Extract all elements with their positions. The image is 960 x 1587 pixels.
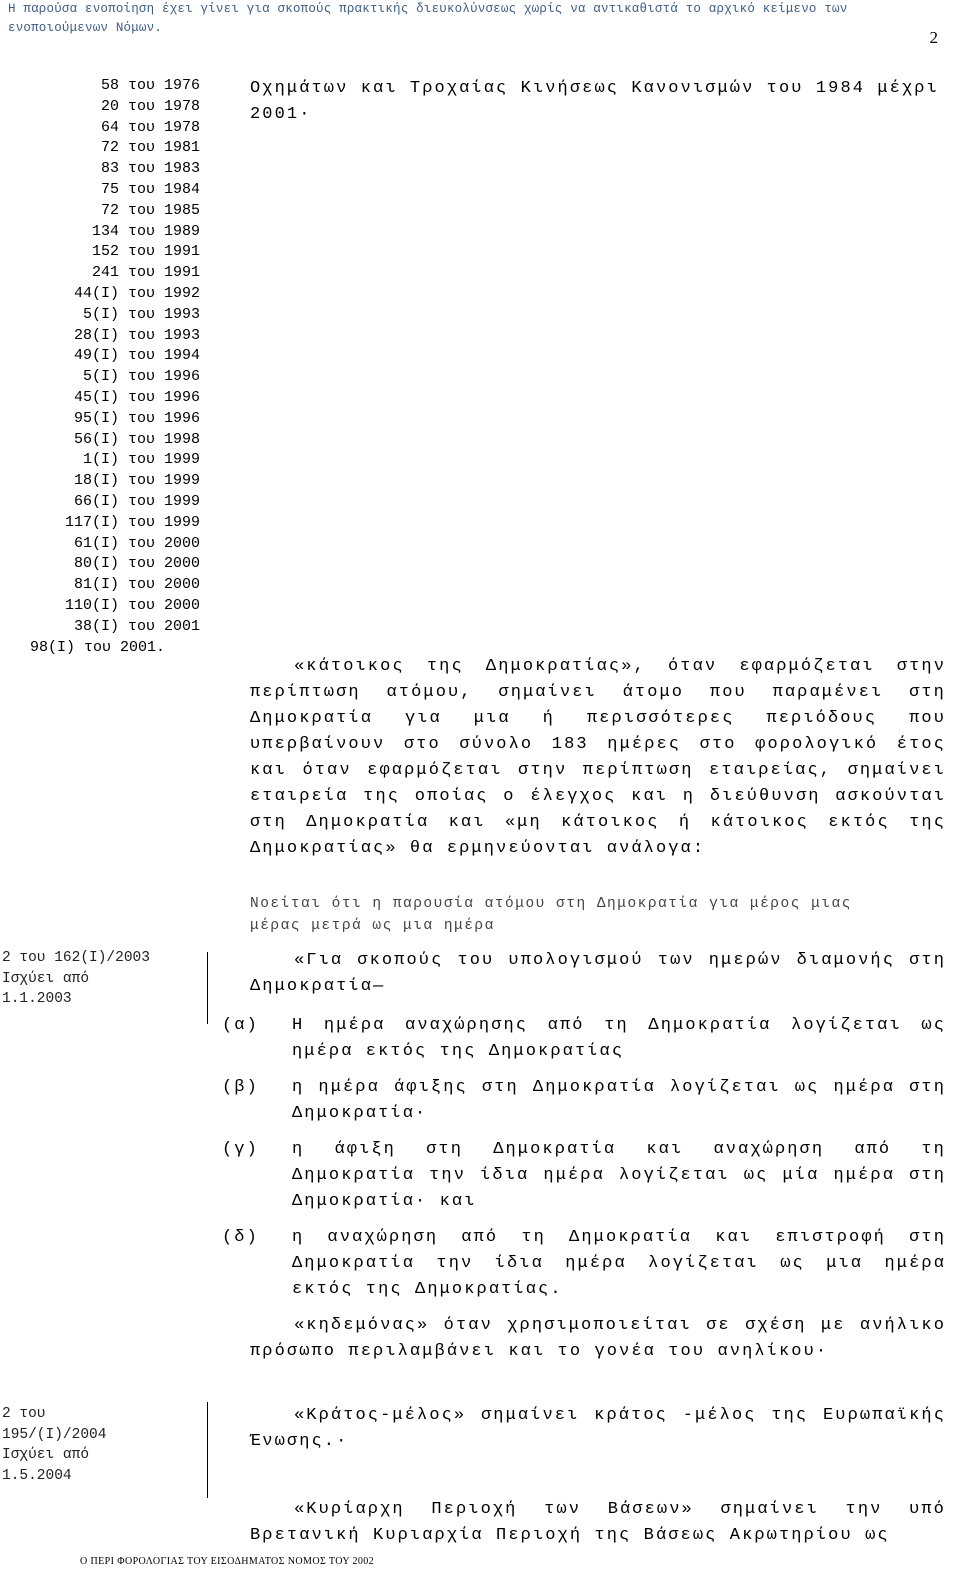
definition-member-state: «Κράτος-μέλος» σημαίνει κράτος -μέλος της Ευρωπαϊκής Ένωσης.· — [250, 1406, 946, 1451]
item-text: η άφιξη στη Δημοκρατία και αναχώρηση από τη Δημοκρατία την ίδια ημέρα λογίζεται ως μία ημέρα στη Δημοκρατία· και — [292, 1140, 946, 1211]
consolidation-banner: Η παρούσα ενοποίηση έχει γίνει για σκοπούς πρακτικής διευκολύνσεως χωρίς να αντικαθιστά το αρχικό κείμενο των ενοποιούμενων Νόμων. — [8, 2, 848, 35]
list-item — [222, 1225, 946, 1303]
citation-line: 83 του 1983 — [100, 160, 200, 178]
item-label: (γ) — [222, 1140, 259, 1159]
citation-line: 28(Ι) του 1993 — [73, 326, 200, 344]
citation-line: 64 του 1978 — [100, 118, 200, 136]
citation-line: 95(Ι) του 1996 — [73, 409, 200, 427]
citation-line: 98(Ι) του 2001. — [30, 638, 166, 656]
sidenote-line: Ισχύει από — [2, 1447, 90, 1463]
proviso-note: Νοείται ότι η παρουσία ατόμου στη Δημοκρατία για μέρος μιας μέρας μετρά ως μια ημέρα — [250, 896, 852, 934]
citation-line: 81(Ι) του 2000 — [73, 576, 200, 594]
citation-line: 75 του 1984 — [100, 180, 200, 198]
definition-resident: «κάτοικος της Δημοκρατίας», όταν εφαρμόζεται στην περίπτωση ατόμου, σημαίνει άτομο που παραμένει στη Δημοκρατία για μια ή περισσότερες περιόδους που υπερβαίνουν στο σύνολο 183 ημέρες στο φορολογικό έτος και όταν εφαρμόζεται στην περίπτωση εταιρείας, σημαίνει εταιρεία της οποίας ο έλεγχος και η διεύθυνση ασκούνται στη Δημοκρατία και «μη κάτοικος ή κάτοικος εκτός της Δημοκρατίας» θα ερμηνεύονται ανάλογα: — [250, 657, 946, 858]
citation-line: 20 του 1978 — [100, 97, 200, 115]
citation-line: 134 του 1989 — [91, 222, 200, 240]
citation-line: 66(Ι) του 1999 — [73, 492, 200, 510]
sidenote-line: 195/(Ι)/2004 — [2, 1426, 107, 1443]
item-text: η ημέρα άφιξης στη Δημοκρατία λογίζεται ως ημέρα στη Δημοκρατία· — [292, 1078, 946, 1123]
citation-line: 1(Ι) του 1999 — [82, 451, 200, 469]
sidenote-line: 2 του 162(Ι)/2003 — [2, 950, 150, 966]
intro-paragraph: Οχημάτων και Τροχαίας Κινήσεως Κανονισμών του 1984 μέχρι 2001· — [250, 79, 939, 124]
citation-line: 5(Ι) του 1993 — [82, 305, 200, 323]
citation-line: 152 του 1991 — [91, 243, 200, 261]
sidenote-line: 1.1.2003 — [2, 991, 72, 1007]
item-label: (δ) — [222, 1228, 259, 1247]
citation-line: 241 του 1991 — [91, 264, 200, 282]
item-text: Η ημέρα αναχώρησης από τη Δημοκρατία λογίζεται ως ημέρα εκτός της Δημοκρατίας — [292, 1016, 946, 1061]
definition-sovereign-base-area: «Κυρίαρχη Περιοχή των Βάσεων» σημαίνει την υπό Βρετανική Κυριαρχία Περιοχή της Βάσεως Ακρωτηρίου ως — [250, 1500, 946, 1545]
definition-days-of-stay: «Για σκοπούς του υπολογισμού των ημερών διαμονής στη Δημοκρατία— — [250, 951, 946, 996]
citation-line: 44(Ι) του 1992 — [73, 284, 200, 302]
citation-line: 5(Ι) του 1996 — [82, 368, 200, 386]
sidenote-divider — [207, 952, 208, 1024]
sidenote-divider — [207, 1402, 208, 1498]
citation-line: 38(Ι) του 2001 — [73, 617, 200, 635]
citation-line: 18(Ι) του 1999 — [73, 472, 200, 490]
citation-line: 45(Ι) του 1996 — [73, 388, 200, 406]
citation-line: 72 του 1985 — [100, 201, 200, 219]
list-item — [222, 1137, 946, 1215]
item-label: (β) — [222, 1078, 259, 1097]
list-item — [222, 1075, 946, 1127]
item-label: (α) — [222, 1016, 259, 1035]
amendment-sidenote-2003 — [2, 948, 192, 1010]
law-citations-margin — [0, 76, 200, 658]
citation-line: 110(Ι) του 2000 — [64, 596, 200, 614]
citation-line: 58 του 1976 — [100, 77, 200, 94]
page-number: 2 — [929, 28, 938, 47]
citation-line: 56(Ι) του 1998 — [73, 430, 200, 448]
page-footer: Ο ΠΕΡΙ ΦΟΡΟΛΟΓΙΑΣ ΤΟΥ ΕΙΣΟΔΗΜΑΤΟΣ ΝΟΜΟΣ ΤΟΥ 2002 — [80, 1556, 375, 1567]
list-item — [222, 1013, 946, 1065]
sidenote-line: Ισχύει από — [2, 970, 90, 987]
definition-guardian: «κηδεμόνας» όταν χρησιμοποιείται σε σχέση με ανήλικο πρόσωπο περιλαμβάνει και το γονέα του ανηλίκου· — [250, 1316, 946, 1361]
citation-line: 49(Ι) του 1994 — [73, 347, 200, 365]
sidenote-line: 2 του — [2, 1406, 46, 1422]
sidenote-line: 1.5.2004 — [2, 1467, 72, 1484]
citation-line: 117(Ι) του 1999 — [64, 513, 200, 531]
citation-line: 80(Ι) του 2000 — [73, 555, 200, 573]
item-text: η αναχώρηση από τη Δημοκρατία και επιστροφή στη Δημοκρατία την ίδια ημέρα λογίζεται ως μια ημέρα εκτός της Δημοκρατίας. — [292, 1228, 946, 1299]
amendment-sidenote-2004 — [2, 1404, 192, 1486]
citation-line: 72 του 1981 — [100, 139, 200, 157]
citation-line: 61(Ι) του 2000 — [73, 534, 200, 552]
